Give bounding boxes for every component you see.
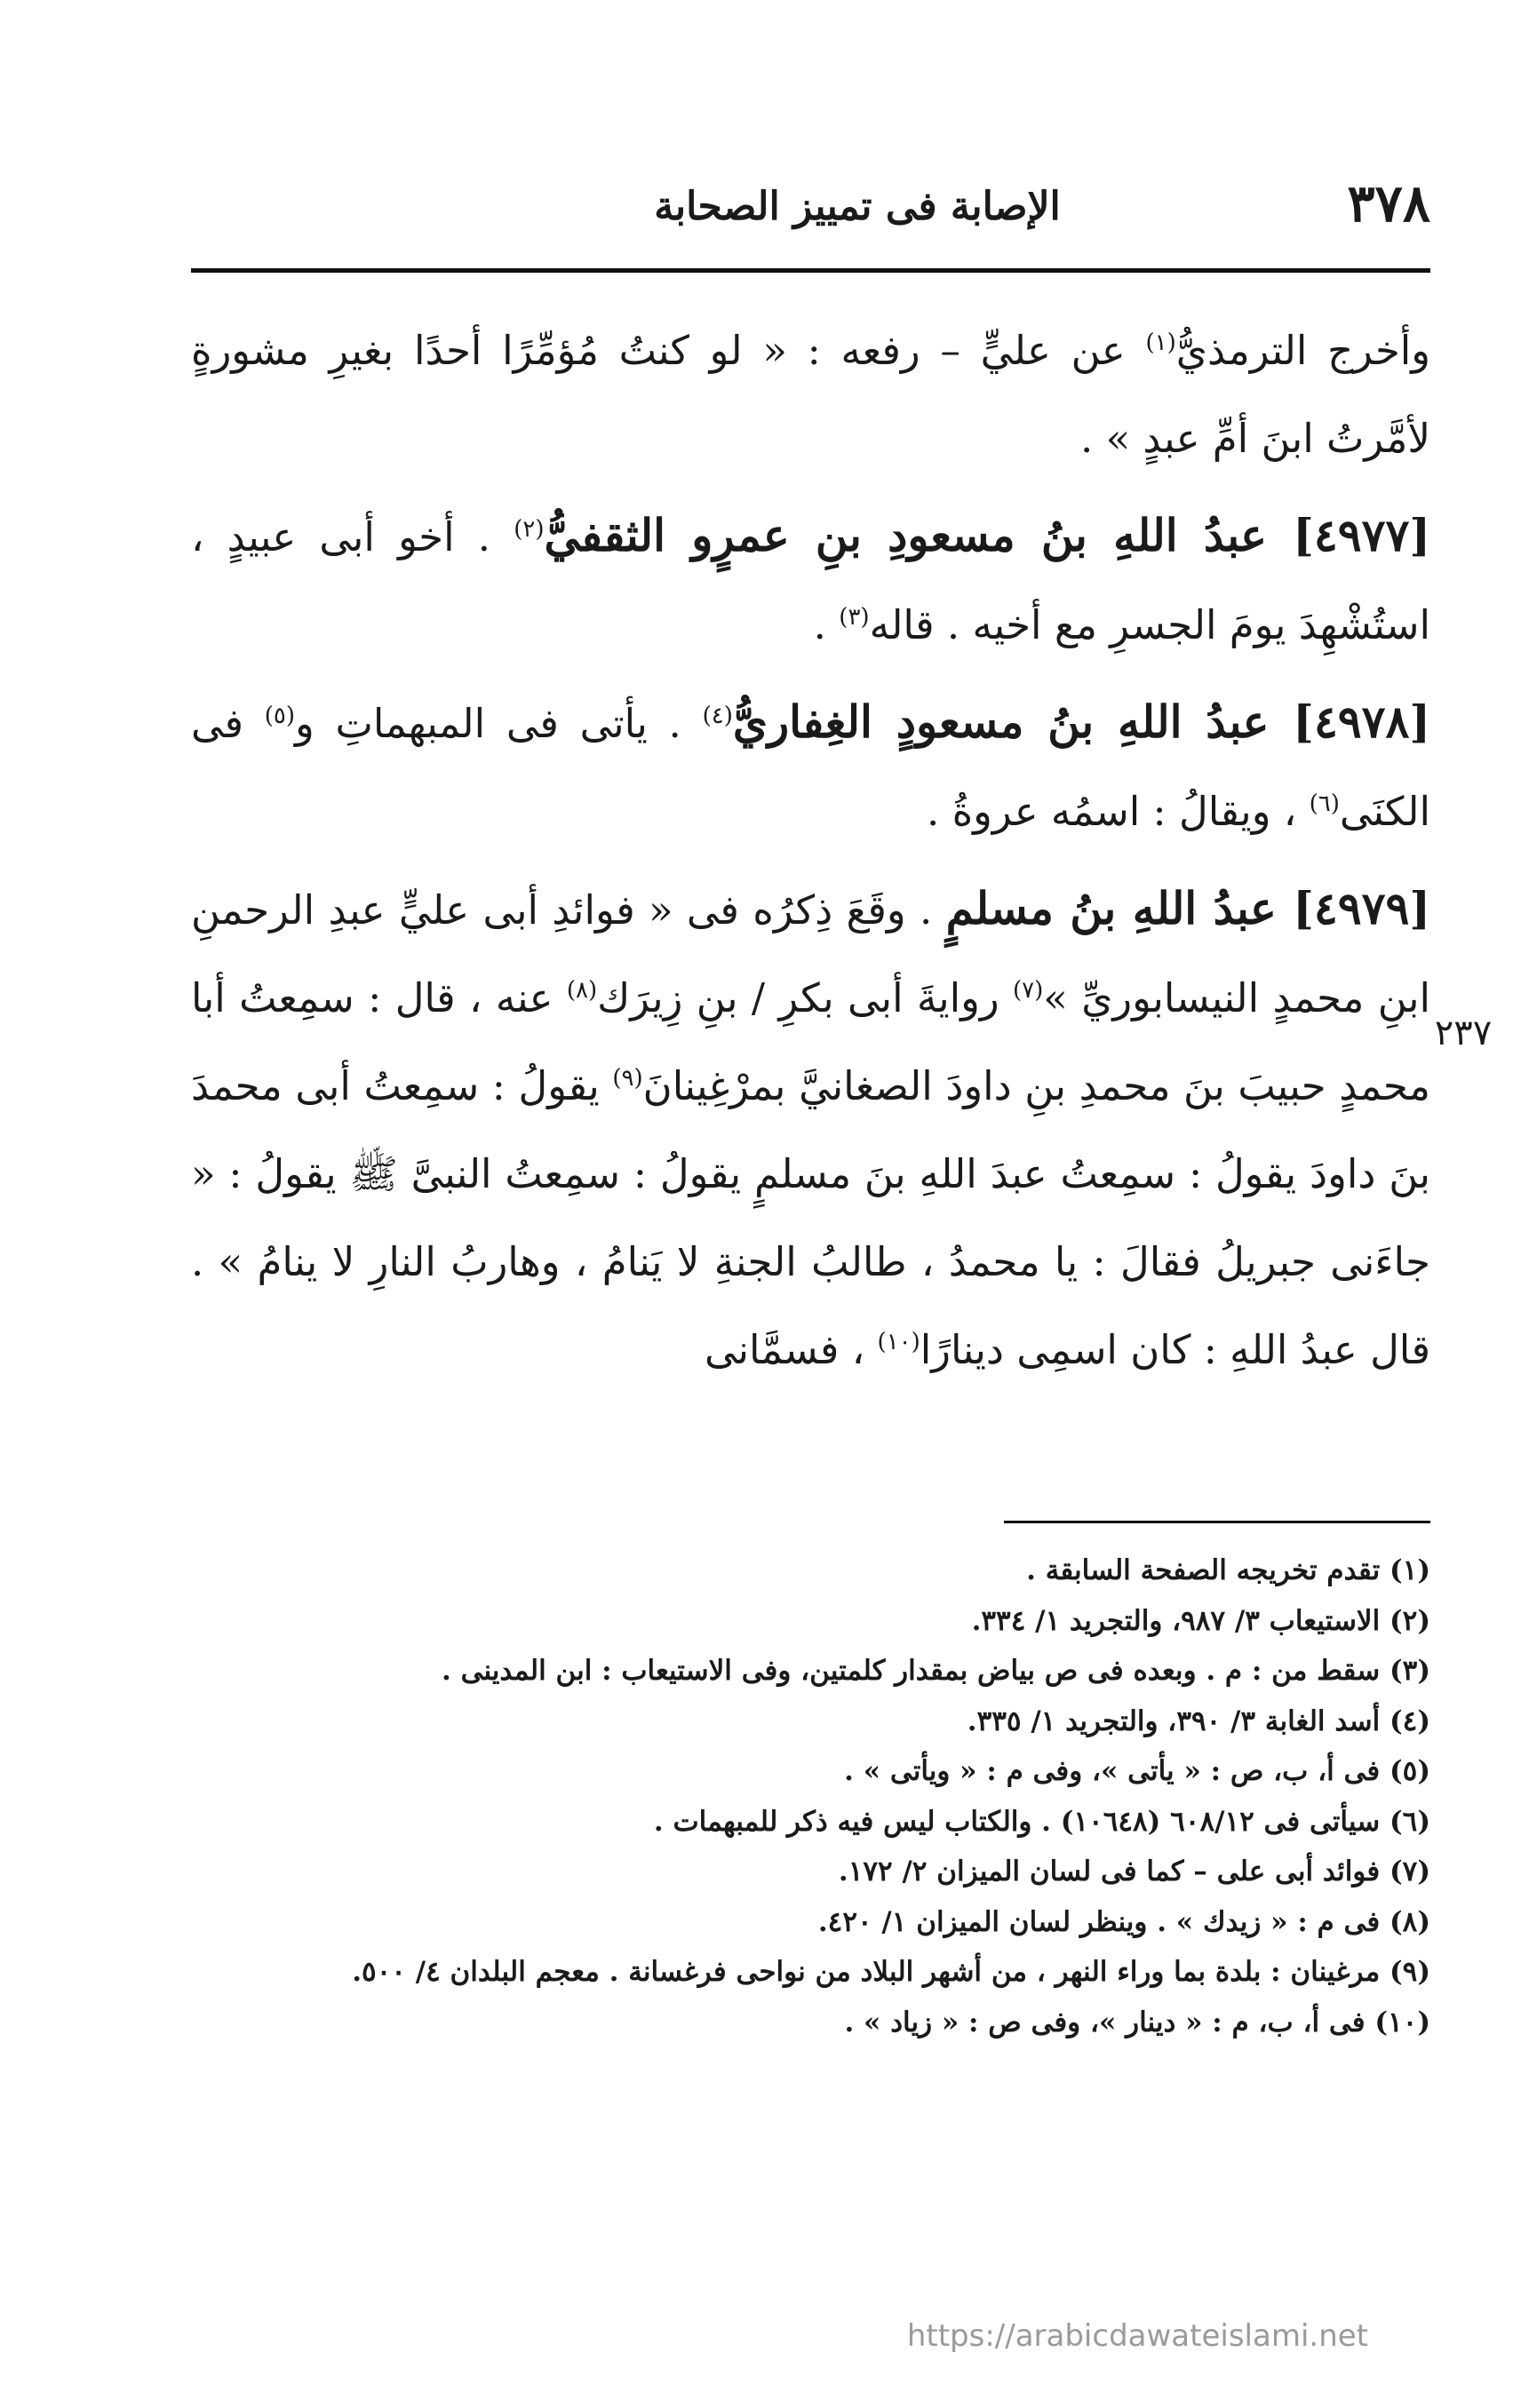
entry-4978: [٤٩٧٨] عبدُ اللهِ بنُ مسعودٍ الغِفاريُّ$^{(٤)}$ . يأتى فى المبهماتِ و$^{(٥)}$ فى الكنَى$^{(٦)}$ ، ويقالُ : اسمُه عروةُ . [191,695,1431,835]
page-header [191,164,1430,262]
footnote-ref: (٣) [839,604,870,631]
running-title: الإصابة فى تمييز الصحابة [654,184,1061,229]
footnote-ref: (٨) [566,977,598,1004]
footnote: (١) تقدم تخريجه الصفحة السابقة . [1026,1554,1430,1586]
header-rule [191,268,1430,273]
footnote-ref: (١٠) [877,1329,920,1355]
watermark-url: https://arabicdawateislami.net [906,2318,1368,2354]
footnote: (٨) فى م : « زيدك » . وينظر لسان الميزان ١/ ٤٢٠. [817,1905,1430,1938]
footnote: (١٠) فى أ، ب، م : « دينار »، وفى ص : « زياد » . [844,2006,1430,2038]
footnote-ref: (٦) [1309,791,1340,817]
footnote: (٧) فوائد أبى على – كما فى لسان الميزان ٢/ ١٧٢. [838,1856,1430,1887]
entry-4979: [٤٩٧٩] عبدُ اللهِ بنُ مسلمٍ . وقَعَ ذِكرُه فى « فوائدِ أبى عليٍّ عبدِ الرحمنِ ابنِ محمدٍ النيسابوريِّ »$^{(٧)}$ روايةَ أبى بكرِ / بنِ زِيرَك$^{(٨)}$ عنه ، قال : سمِعتُ أبا محمدٍ حبيبَ بنَ محمدِ بنِ داودَ الصغانيَّ بمرْغِينانَ$^{(٩)}$ يقولُ : سمِعتُ أبى محمدَ بنَ داودَ يقولُ : سمِعتُ عبدَ اللهِ بنَ مسلمٍ يقولُ : سمِعتُ النبىَّ ﷺ يقولُ : « جاءَنى جبريلُ فقالَ : يا محمدُ ، طالبُ الجنةِ لا يَنامُ ، وهاربُ النارِ لا ينامُ » . قال عبدُ اللهِ : كان اسمِى دينارًا$^{(١٠)}$ ، فسمَّانى [191,882,1430,1373]
footnote-ref: (٥) [264,703,296,729]
footnote: (٦) سيأتى فى ٦٠٨/١٢ (١٠٦٤٨) . والكتاب ليس فيه ذكر للمبهمات . [653,1805,1430,1838]
footnote-ref: (٧) [1012,977,1044,1004]
entry-heading: [٤٩٧٩] عبدُ اللهِ بنُ مسلمٍ [945,882,1430,934]
entry-heading: [٤٩٧٧] عبدُ اللهِ بنُ مسعودِ بنِ عمرٍو الثقفيُّ [544,509,1430,561]
footnote: (٣) سقط من : م . وبعده فى ص بياض بمقدار كلمتين، وفى الاستيعاب : ابن المدينى . [442,1655,1430,1687]
footnote: (٤) أسد الغابة ٣/ ٣٩٠، والتجريد ١/ ٣٣٥. [967,1705,1430,1737]
footnote: (٢) الاستيعاب ٣/ ٩٨٧، والتجريد ١/ ٣٣٤. [971,1604,1430,1637]
entry-heading: [٤٩٧٨] عبدُ اللهِ بنُ مسعودٍ الغِفاريُّ [732,695,1431,748]
paragraph-tirmidhi: وأخرج الترمذيُّ$^{(١)}$ عن عليٍّ – رفعه : « لو كنتُ مُؤمِّرًا أحدًا بغيرِ مشورةٍ لأمَّرتُ ابنَ أمِّ عبدٍ » . [191,327,1430,462]
margin-page-reference: ٢٣٧ [1434,1013,1493,1053]
footnotes [191,1546,1430,2238]
footnote-ref: (٤) [702,703,733,729]
footnote-ref: (١) [1145,330,1176,356]
footnote: (٥) فى أ، ب، ص : « يأتى »، وفى م : « ويأتى » . [844,1755,1430,1787]
main-text [191,306,1430,1488]
footnote: (٩) مرغينان : بلدة بما وراء النهر ، من أشهر البلاد من نواحى فرغسانة . معجم البلدان ٤/ ٥٠٠. [352,1956,1430,1988]
footnote-ref: (٢) [514,516,545,543]
entry-4977: [٤٩٧٧] عبدُ اللهِ بنُ مسعودِ بنِ عمرٍو الثقفيُّ$^{(٢)}$ . أخو أبى عبيدٍ ، استُشْهِدَ يومَ الجسرِ مع أخيه . قاله$^{(٣)}$ . [191,509,1430,648]
footnote-ref: (٩) [612,1065,643,1092]
page-number: ٣٧٨ [1347,173,1430,234]
footnote-rule [1004,1521,1430,1523]
